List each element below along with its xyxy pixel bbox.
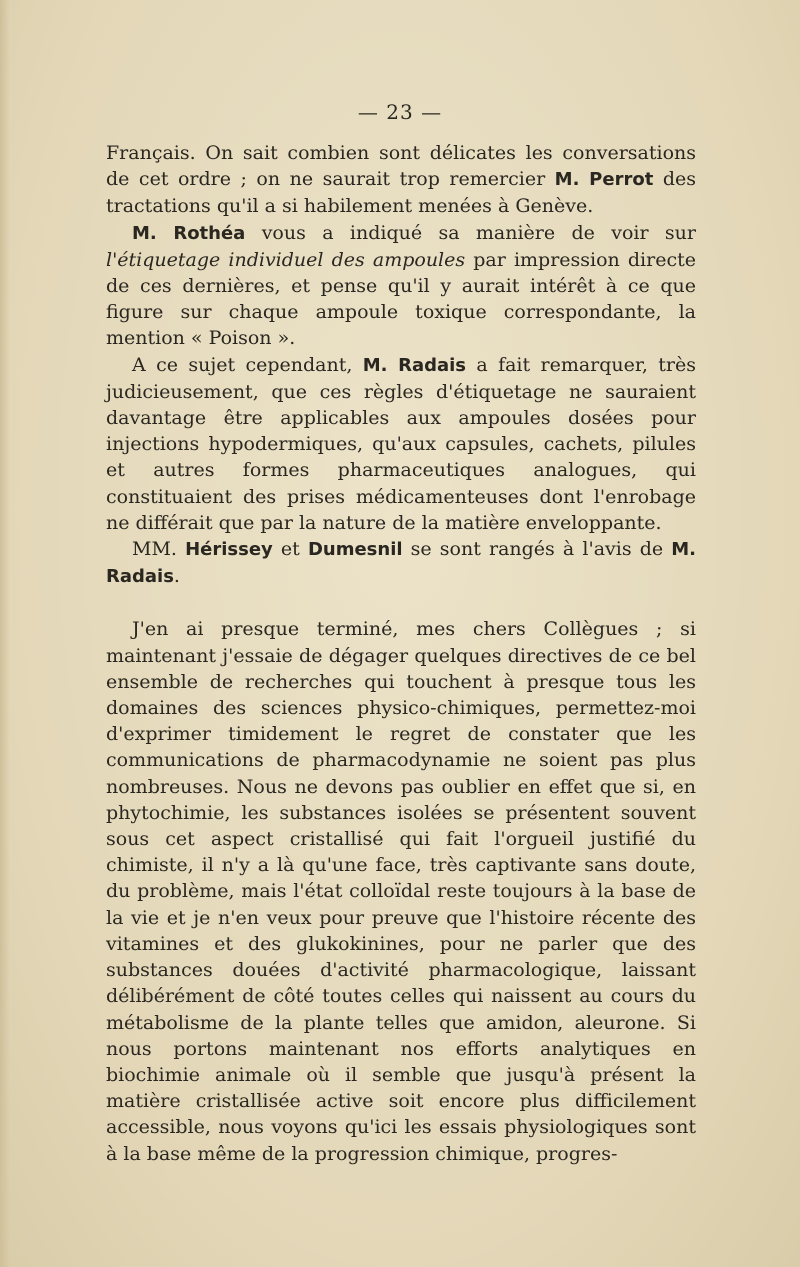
text-segment: a fait remarquer, très judicieusement, que ces règles d'étiquetage ne sauraient davantage être applicables aux ampoules dosées pour injections hypodermiques, qu'aux capsules, cachets, pilules et autres formes pharmaceutiques analogues, qui constituaient des prises médicamenteuses dont l'enrobage ne différait que par la nature de la matière enveloppante.: [106, 353, 697, 534]
person-name: M. Radais: [106, 539, 697, 588]
page-number: — 23 —: [357, 100, 443, 124]
text-segment: se sont rangés à l'avis de: [402, 538, 672, 561]
text-segment: A ce sujet cependant,: [132, 353, 363, 376]
person-name: Dumesnil: [307, 539, 403, 561]
person-name: M. Perrot: [554, 169, 654, 191]
paragraph: [106, 352, 696, 536]
person-name: Hérissey: [185, 539, 273, 561]
body-text: [106, 140, 696, 1167]
text-segment: par impression directe de ces dernières, et pense qu'il y aurait intérêt à ce que figure sur chaque ampoule toxique correspondante, la mention « Poison ».: [106, 248, 696, 350]
text-segment: vous a indiqué sa manière de voir sur: [245, 221, 696, 244]
text-segment: .: [173, 565, 180, 588]
text-segment: J'en ai presque terminé, mes chers Collègues ; si maintenant j'essaie de dégager quelques directives de ce bel ensemble de recherches qui touchent à presque tous les domaines des sciences physico-chimiques, permettez-moi d'exprimer timidement le regret de constater que les communications de pharmacodynamie ne soient pas plus nombreuses. Nous ne devons pas oublier en effet que si, en phytochimie, les substances isolées se présentent souvent sous cet aspect cristallisé qui fait l'orgueil justifié du chimiste, il n'y a là qu'une face, très captivante sans doute, du problème, mais l'état colloïdal reste toujours à la base de la vie et je n'en veux pour preuve que l'histoire récente des vitamines et des glukokinines, pour ne parler que des substances douées d'activité pharmacologique, laissant délibérément de côté toutes celles qui naissent au cours du métabolisme de la plante telles que amidon, aleurone. Si nous portons maintenant nos efforts analytiques en biochimie animale où il semble que jusqu'à présent la matière cristallisée active soit encore plus difficilement accessible, nous voyons qu'ici les essais physiologiques sont à la base même de la progression chimique, progres-: [106, 618, 696, 1165]
text-segment: et: [272, 538, 308, 561]
person-name: M. Radais: [362, 354, 467, 376]
italic-phrase: l'étiquetage individuel des ampoules: [106, 248, 466, 271]
paragraph: [106, 220, 696, 352]
person-name: M. Rothéa: [132, 222, 246, 244]
paragraph: [106, 616, 696, 1166]
text-segment: des tractations qu'il a si habilement menées à Genève.: [106, 168, 696, 218]
paragraph: [106, 536, 696, 590]
page-edge-shadow: [0, 0, 10, 1267]
text-segment: MM.: [132, 538, 186, 561]
paragraph: [106, 140, 696, 220]
text-segment: Français. On sait combien sont délicates les conversations de cet ordre ; on ne saurait trop remercier: [106, 142, 696, 191]
